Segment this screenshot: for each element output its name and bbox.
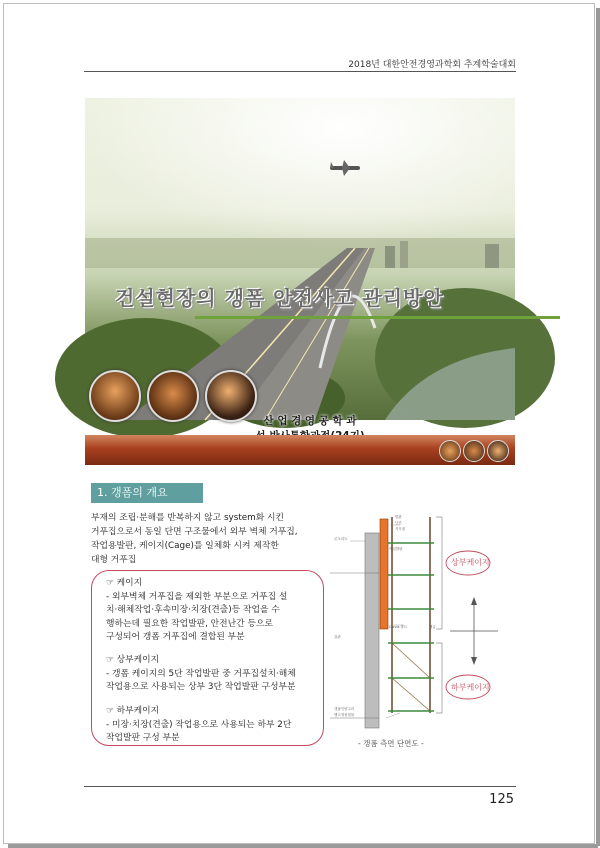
- diagram-small-label: 앵글: [429, 625, 436, 629]
- intro-line: 거푸집으로서 동일 단면 구조물에서 외부 벽체 거푸집,: [91, 527, 298, 537]
- definition-line: 치·해체작업·후속미장·치장(견출)등 작업을 수: [106, 605, 280, 615]
- definition-cage: [106, 577, 287, 645]
- intro-line: 작업용발판, 케이지(Cage)를 일체화 시켜 제작한: [91, 541, 279, 551]
- intro-line: 부재의 조립·분해를 반복하지 않고 system화 시킨: [91, 513, 285, 523]
- diagram-small-label: 난간: [395, 521, 402, 525]
- worker-photo-3: [205, 370, 257, 422]
- title-slide: [85, 98, 515, 427]
- definition-line: - 갱폼 케이지의 5단 작업발판 중 거푸집설치·해체: [106, 668, 296, 679]
- definition-upper-cage: [106, 654, 296, 695]
- highway-scene: [85, 98, 515, 420]
- banner-photo-1: [439, 440, 461, 462]
- definition-line: - 미장·치장(견출) 작업용으로 사용되는 하부 2단: [106, 719, 292, 730]
- header-rule: [84, 71, 516, 72]
- title-underline: [195, 316, 560, 319]
- intro-line: 대형 거푸집: [91, 555, 137, 565]
- diagram-small-label: 강관: [334, 635, 341, 639]
- diagram-caption: - 갱폼 측면 단면도 -: [358, 739, 424, 748]
- definition-title: ☞ 하부케이지: [106, 706, 160, 716]
- formwork-panel: [380, 519, 388, 629]
- section-title: 1. 갱폼의 개요: [91, 483, 203, 503]
- lower-cage-label: 하부케이지: [451, 683, 490, 692]
- definition-lower-cage: [106, 705, 291, 746]
- banner-photo-2: [463, 440, 485, 462]
- definition-line: 구성되어 갱폼 거푸집에 결합된 부분: [106, 632, 245, 642]
- definition-line: 작업발판 구성 부분: [106, 733, 180, 743]
- gangform-section-diagram: [330, 513, 510, 753]
- definition-title: ☞ 케이지: [106, 578, 143, 588]
- diagram-small-label: 앵고정용철물: [334, 713, 355, 717]
- presenter-dept: 산 업 경 영 공 학 과: [263, 415, 357, 427]
- definition-line: 행하는데 필요한 작업발판, 안전난간 등으로: [106, 618, 273, 629]
- overview-slide: [85, 435, 515, 765]
- diagram-small-label: 작업발판: [389, 547, 403, 551]
- diagram-small-label: 콘크리트: [334, 537, 348, 541]
- definition-line: 작업용으로 사용되는 상부 3단 작업발판 구성부분: [106, 682, 296, 692]
- diagram-small-label: 거푸집: [395, 527, 406, 531]
- airplane-icon: [330, 160, 360, 176]
- conference-header: 2018년 대한안전경영과학회 추계학술대회: [348, 60, 516, 70]
- footer-rule: [84, 786, 516, 787]
- worker-photo-1: [89, 370, 141, 422]
- diagram-small-label: 발판: [395, 515, 402, 519]
- definition-title: ☞ 상부케이지: [106, 655, 160, 665]
- page-shadow-bottom: [8, 844, 598, 848]
- diagram-small-label: Clevis 볼트: [389, 625, 408, 629]
- slide-banner: [85, 435, 515, 465]
- intro-text: [91, 511, 321, 567]
- page-number: 125: [489, 792, 514, 807]
- slide-title: 건설현장의 갱폼 안전사고 관리방안: [115, 286, 444, 310]
- page-shadow-right: [596, 8, 600, 846]
- worker-photo-2: [147, 370, 199, 422]
- upper-cage-label: 상부케이지: [451, 558, 490, 567]
- definitions-box: [91, 570, 324, 746]
- diagram-small-label: 갱폼인양고리: [334, 707, 355, 711]
- concrete-wall: [365, 533, 379, 728]
- banner-photo-3: [487, 440, 509, 462]
- definition-line: - 외부벽체 거푸집을 제외한 부분으로 거푸집 설: [106, 591, 288, 602]
